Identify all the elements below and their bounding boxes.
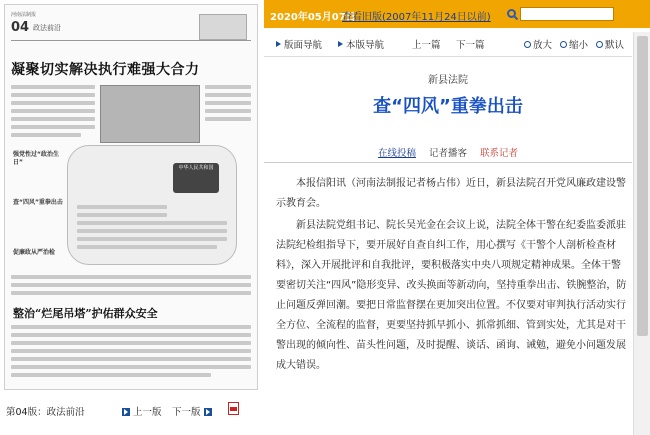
headline-bottom[interactable]: 整治“烂尾吊塔”护佑群众安全 bbox=[13, 307, 158, 320]
article-links bbox=[264, 145, 632, 159]
zoom-out-label: 缩小 bbox=[569, 40, 589, 51]
article-kicker: 新县法院 bbox=[428, 75, 468, 86]
article-viewer bbox=[264, 0, 650, 435]
article-paragraph: 新县法院党组书记、院长吴光金在会议上说，法院全体干警在纪委监委派驻法院纪检组指导下，要开展好自查自纠工作，用心撰写《干警个人剖析检查材料》，深入开展批评和自我批评，要积极落实中央八项规定精神成果。全体干警要密切关注“四风”隐形变异、改头换面等新动向，坚持重拳出击、铁腕整治，防止问题反弹回潮。要把日常监督摆在更加突出位置。不仅要对审判执行活动实行全方位、全流程的监督，更要坚持抓早抓小、抓常抓细、管到实处，尤其是对干警出现的倾向性、苗头性问题，及时提醒、谈话、函询、诫勉，避免小问题发展成大错误。 bbox=[276, 220, 627, 371]
text-line bbox=[11, 93, 95, 97]
text-line bbox=[11, 275, 251, 279]
text-line bbox=[11, 101, 95, 105]
article-navbar bbox=[264, 32, 632, 54]
scrollbar-thumb[interactable] bbox=[637, 36, 648, 336]
page-section: 政法前沿 bbox=[33, 24, 61, 32]
prev-arrow-icon bbox=[122, 408, 130, 416]
masthead-small-text: 河南法制报 bbox=[11, 12, 37, 18]
text-line bbox=[205, 109, 251, 113]
pdf-icon[interactable] bbox=[228, 402, 239, 415]
text-line bbox=[11, 85, 95, 89]
masthead-logo bbox=[199, 14, 247, 40]
text-line bbox=[205, 85, 251, 89]
text-line bbox=[77, 213, 167, 217]
search-input[interactable] bbox=[520, 7, 614, 21]
text-line bbox=[205, 93, 251, 97]
prev-page-label: 上一版 bbox=[133, 407, 162, 418]
text-line bbox=[11, 109, 95, 113]
text-line bbox=[205, 117, 251, 121]
text-line bbox=[11, 283, 251, 287]
edition-nav-link[interactable] bbox=[276, 37, 322, 51]
text-line bbox=[11, 117, 95, 121]
zoom-in-button[interactable] bbox=[524, 37, 552, 51]
reporter-blog-link[interactable]: 记者播客 bbox=[428, 148, 467, 159]
next-page-label: 下一版 bbox=[172, 407, 201, 418]
text-line bbox=[11, 349, 251, 353]
text-line bbox=[77, 221, 227, 225]
newspaper-masthead bbox=[11, 11, 251, 41]
next-page-link[interactable] bbox=[172, 404, 215, 418]
stamp-text: 中华人民共和国 bbox=[178, 165, 214, 171]
article-photo[interactable] bbox=[100, 85, 200, 143]
text-line bbox=[11, 291, 251, 295]
next-article-link[interactable]: 下一篇 bbox=[456, 40, 485, 51]
search-icon[interactable] bbox=[507, 9, 516, 18]
default-size-button[interactable] bbox=[596, 37, 624, 51]
sidebar-tag-2[interactable]: 查“四风”重拳出击 bbox=[13, 199, 63, 206]
headline-top[interactable]: 凝聚切实解决执行难强大合力 bbox=[11, 62, 200, 78]
current-page-label: 第04版：政法前沿 bbox=[6, 407, 85, 418]
text-line bbox=[11, 357, 251, 361]
scrollbar[interactable] bbox=[633, 32, 650, 435]
edition-nav-label: 版面导航 bbox=[284, 40, 323, 51]
article-paragraph: 本报信阳讯（河南法制报记者杨占伟）近日，新县法院召开党风廉政建设警示教育会。 bbox=[276, 178, 626, 209]
text-line bbox=[11, 373, 211, 377]
text-line bbox=[11, 125, 95, 129]
newspaper-page-image[interactable] bbox=[4, 4, 258, 390]
sidebar-tag-1[interactable]: 强党性过“政治生日” bbox=[13, 151, 59, 166]
text-line bbox=[205, 101, 251, 105]
default-size-icon bbox=[596, 41, 603, 48]
zoom-in-label: 放大 bbox=[533, 40, 553, 51]
article-body bbox=[276, 174, 628, 378]
newspaper-panel bbox=[0, 0, 264, 435]
old-edition-link[interactable]: 查看旧版(2007年11月24日以前) bbox=[342, 12, 491, 23]
text-line bbox=[11, 365, 251, 369]
zoom-out-icon bbox=[560, 41, 567, 48]
page-number: 04 bbox=[11, 20, 30, 35]
article-title: 查“四风”重拳出击 bbox=[373, 96, 523, 117]
page-footer bbox=[0, 400, 264, 420]
zoom-out-button[interactable] bbox=[560, 37, 588, 51]
text-line bbox=[11, 341, 251, 345]
next-arrow-icon bbox=[204, 408, 212, 416]
text-line bbox=[77, 237, 227, 241]
contact-reporter-link[interactable]: 联系记者 bbox=[480, 148, 519, 159]
prev-article-link[interactable]: 上一篇 bbox=[412, 40, 441, 51]
default-size-label: 默认 bbox=[605, 40, 625, 51]
top-bar bbox=[264, 0, 650, 28]
issue-date: 2020年05月07日 bbox=[270, 12, 356, 23]
text-line bbox=[11, 325, 251, 329]
text-line bbox=[11, 133, 81, 137]
arrow-icon bbox=[276, 41, 281, 47]
this-edition-nav-link[interactable] bbox=[338, 37, 384, 51]
sidebar-tag-3[interactable]: 促廉政从严治检 bbox=[13, 249, 56, 256]
prev-page-link[interactable] bbox=[122, 404, 162, 418]
article-content bbox=[264, 60, 632, 435]
divider bbox=[264, 56, 632, 57]
this-edition-nav-label: 本版导航 bbox=[346, 40, 385, 51]
divider bbox=[264, 162, 632, 163]
submit-online-link[interactable]: 在线投稿 bbox=[377, 148, 416, 159]
zoom-in-icon bbox=[524, 41, 531, 48]
text-line bbox=[77, 245, 217, 249]
text-line bbox=[77, 205, 167, 209]
arrow-icon bbox=[338, 41, 343, 47]
text-line bbox=[77, 229, 227, 233]
text-line bbox=[11, 333, 251, 337]
